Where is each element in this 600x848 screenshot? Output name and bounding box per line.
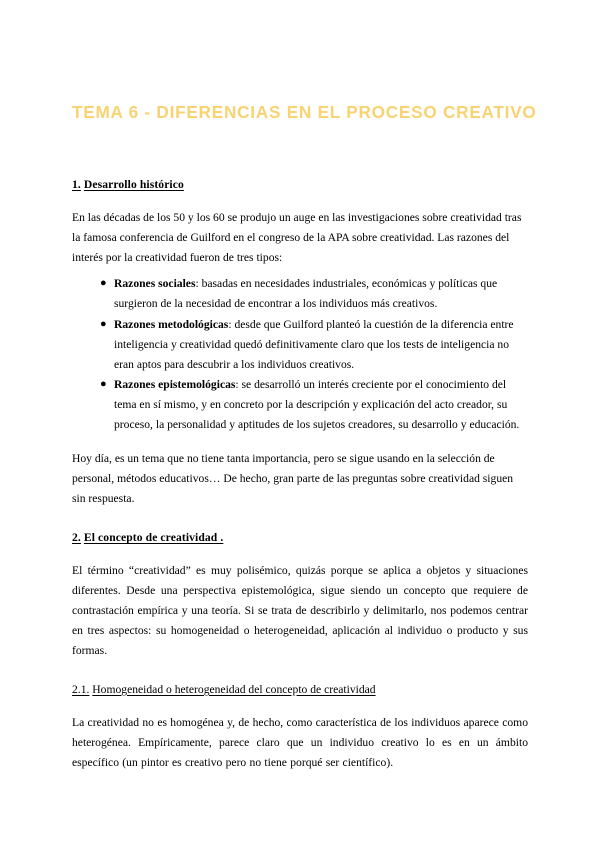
bullet-dot-icon: ● — [100, 378, 107, 391]
section-2-paragraph: El término “creatividad” es muy polisémico, quizás porque se aplica a objetos y situaciones diferentes. Desde una perspectiva epistemológica, sigue siendo un concepto que requiere de contrastación empírica y una teoría. Si se trata de describirlo y delimitarlo, nos podemos centrar en tres aspectos: su homogeneidad o heterogeneidad, aplicación al individuo o producto y sus formas. — [72, 564, 528, 657]
list-item — [72, 315, 528, 375]
section-2-1-title: Homogeneidad o heterogeneidad del concepto de creatividad — [92, 682, 376, 696]
bullet-dot-icon: ● — [100, 317, 107, 330]
section-2-heading — [72, 529, 528, 547]
bullet-lead: Razones sociales — [114, 276, 196, 290]
section-1-closing-paragraph: Hoy día, es un tema que no tiene tanta importancia, pero se sigue usando en la selección de personal, métodos educativos… De hecho, gran parte de las preguntas sobre creatividad siguen sin respuesta. — [72, 452, 514, 506]
bullet-lead: Razones epistemológicas — [114, 378, 236, 392]
section-1-number: 1. — [72, 178, 81, 191]
bullet-text: : basadas en necesidades industriales, económicas y políticas que surgieron de la necesidad de encontrar a los individuos más creativos. — [114, 276, 498, 310]
section-2-1-paragraph: La creatividad no es homogénea y, de hecho, como característica de los individuos aparece como heterogénea. Empíricamente, parece claro que un individuo creativo lo es en un ámbito específico (un pintor es creativo pero no tiene porqué ser científico). — [72, 715, 528, 769]
page-title: TEMA 6 - DIFERENCIAS EN EL PROCESO CREATIVO — [72, 102, 537, 122]
section-2-number: 2. — [72, 531, 81, 545]
section-1-heading — [72, 176, 528, 194]
bullet-lead: Razones metodológicas — [114, 317, 229, 331]
bullet-text: : desde que Guilford planteó la cuestión de la diferencia entre inteligencia y creatividad quedó definitivamente claro que los tests de inteligencia no eran aptos para descubrir a los individuos creativos. — [114, 317, 514, 371]
document-body — [72, 176, 528, 779]
section-2-1-number: 2.1. — [72, 682, 90, 696]
bullet-text: : se desarrolló un interés creciente por el conocimiento del tema en sí mismo, y en concreto por la descripción y explicación del acto creador, su proceso, la personalidad y aptitudes de los sujetos creadores, su desarrollo y educación. — [114, 378, 520, 432]
section-2-1-heading — [72, 681, 528, 699]
list-item — [72, 274, 528, 314]
section-2-title: El concepto de creatividad . — [83, 531, 224, 545]
section-1-title: Desarrollo histórico — [83, 178, 184, 191]
bullet-dot-icon: ● — [100, 276, 107, 289]
section-1-intro-paragraph: En las décadas de los 50 y los 60 se produjo un auge en las investigaciones sobre creatividad tras la famosa conferencia de Guilford en el congreso de la APA sobre creatividad. Las razones del interés por la creatividad fueron de tres tipos: — [72, 210, 522, 264]
section-1-bullet-list — [72, 274, 528, 436]
list-item — [72, 375, 528, 435]
